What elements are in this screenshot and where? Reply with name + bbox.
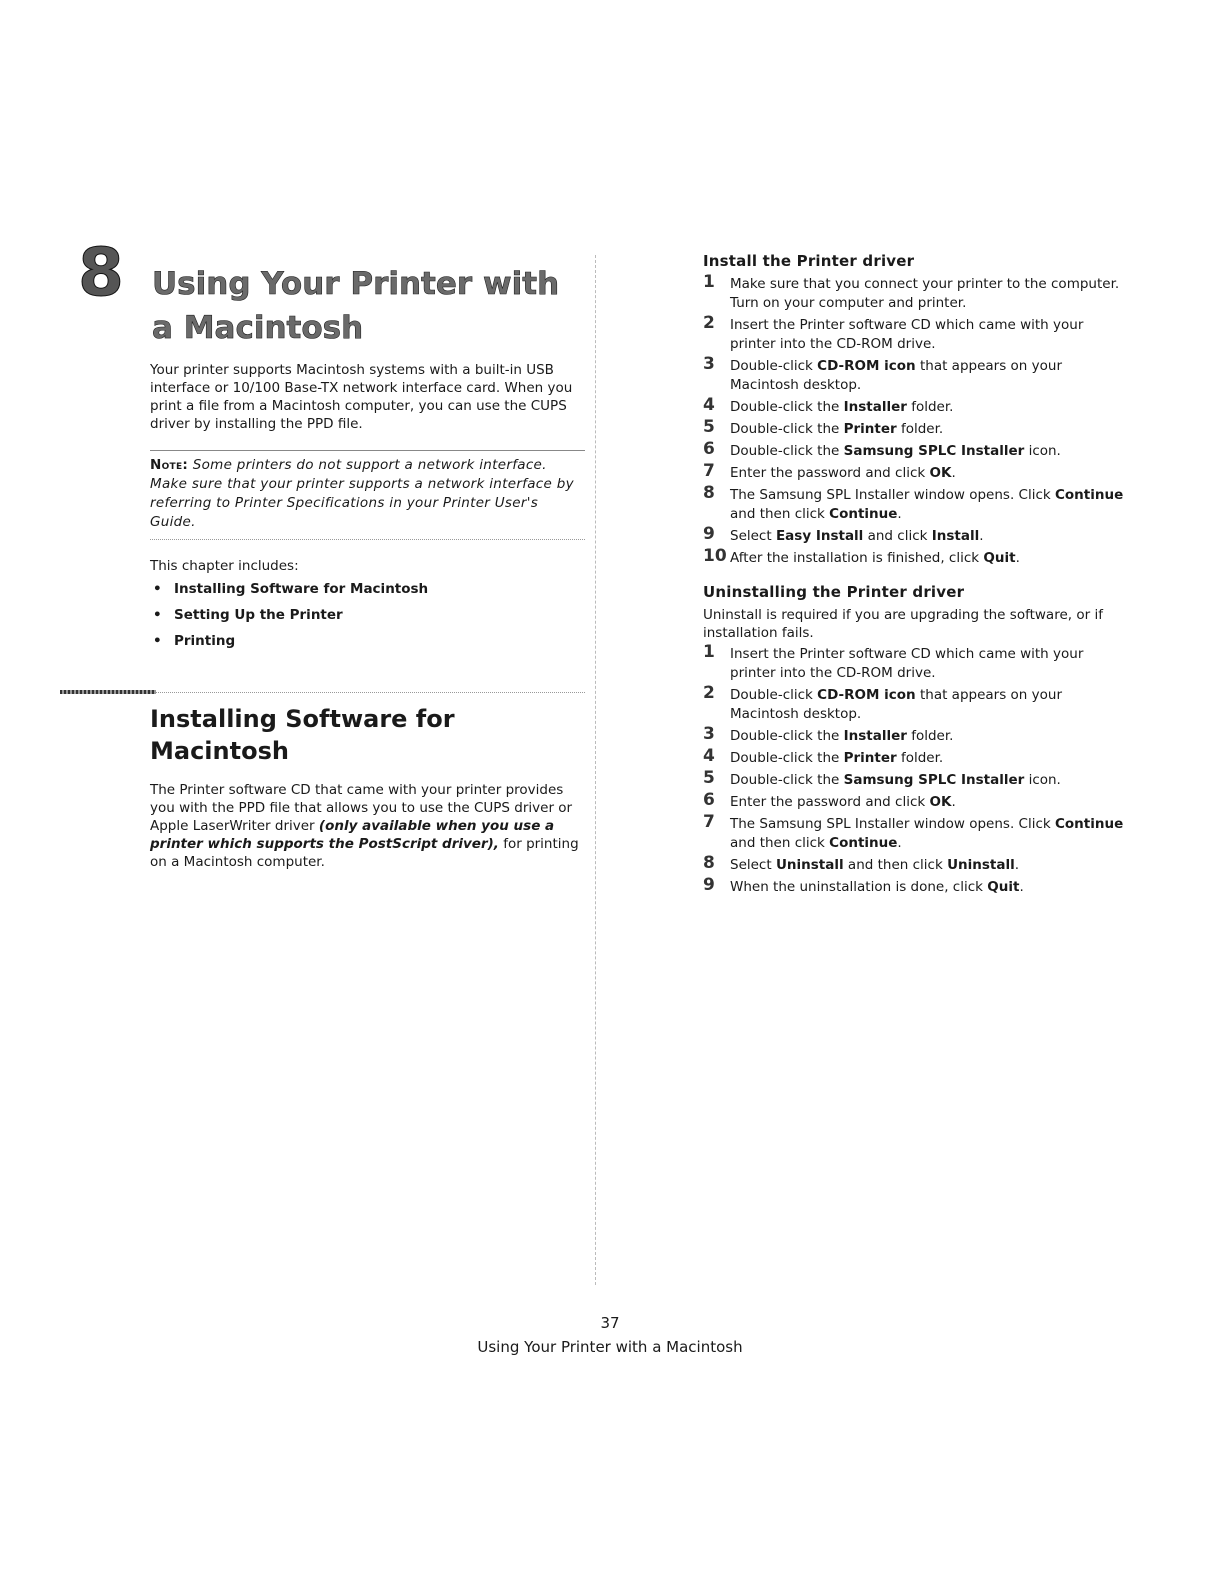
step-emphasis: CD-ROM icon bbox=[817, 687, 916, 703]
step-emphasis: Continue bbox=[829, 506, 898, 522]
step-emphasis: Printer bbox=[843, 421, 897, 437]
step-text: Insert the Printer software CD which came with your printer into the CD-ROM drive. bbox=[730, 317, 1084, 352]
step-text: icon. bbox=[1024, 772, 1061, 788]
step-emphasis: Continue bbox=[829, 835, 898, 851]
chapter-title bbox=[152, 262, 592, 350]
step-text: folder. bbox=[896, 421, 944, 437]
step-item bbox=[703, 812, 1133, 853]
page-number: 37 bbox=[600, 1314, 620, 1332]
step-text: folder. bbox=[906, 728, 954, 744]
step-item bbox=[703, 272, 1133, 313]
step-number: 5 bbox=[703, 768, 715, 788]
step-text: and then click bbox=[730, 835, 830, 851]
step-emphasis: Uninstall bbox=[775, 857, 844, 873]
step-item bbox=[703, 724, 1133, 746]
install-steps bbox=[703, 272, 1133, 568]
step-number: 9 bbox=[703, 875, 715, 895]
step-item bbox=[703, 313, 1133, 354]
step-item bbox=[703, 395, 1133, 417]
step-item bbox=[703, 875, 1133, 897]
section-body-italic: (only available when you use a printer which supports the PostScript driver), bbox=[150, 818, 555, 852]
section-body-part1: The Printer software CD that came with your printer provides you with the PPD file that allows you to use the CUPS driver or Apple LaserWriter driver bbox=[150, 782, 573, 834]
step-text: folder. bbox=[896, 750, 944, 766]
step-text: Enter the password and click bbox=[730, 794, 930, 810]
step-number: 10 bbox=[703, 546, 727, 566]
chapter-title-line1: Using Your Printer with bbox=[152, 266, 560, 302]
step-text: Double-click bbox=[730, 358, 818, 374]
step-number: 1 bbox=[703, 642, 715, 662]
step-text: Make sure that you connect your printer to the computer. Turn on your computer and printer. bbox=[730, 276, 1120, 311]
uninstall-section bbox=[703, 582, 1133, 900]
step-text: Double-click the bbox=[730, 443, 844, 459]
step-number: 7 bbox=[703, 461, 715, 481]
step-emphasis: Installer bbox=[843, 399, 907, 415]
step-text: Double-click the bbox=[730, 750, 844, 766]
step-number: 2 bbox=[703, 313, 715, 333]
step-number: 8 bbox=[703, 483, 715, 503]
step-emphasis: Continue bbox=[1054, 816, 1124, 832]
note-text: Some printers do not support a network interface. Make sure that your printer supports a network interface by referring to Printer Specifications in your Printer User's Guide. bbox=[150, 457, 574, 530]
step-item bbox=[703, 524, 1133, 546]
section-body-part2: for printing on a Macintosh computer. bbox=[150, 836, 579, 870]
step-text: folder. bbox=[906, 399, 954, 415]
section-body bbox=[150, 781, 585, 871]
step-text: . bbox=[1019, 879, 1024, 895]
step-emphasis: OK bbox=[929, 794, 952, 810]
step-item bbox=[703, 417, 1133, 439]
step-text: . bbox=[1015, 550, 1020, 566]
step-emphasis: Printer bbox=[843, 750, 897, 766]
step-item bbox=[703, 461, 1133, 483]
step-text: that appears on your Macintosh desktop. bbox=[730, 687, 1062, 722]
step-text: Insert the Printer software CD which came with your printer into the CD-ROM drive. bbox=[730, 646, 1084, 681]
step-text: . bbox=[897, 835, 902, 851]
step-text: The Samsung SPL Installer window opens. Click bbox=[730, 816, 1055, 832]
step-emphasis: Easy Install bbox=[775, 528, 864, 544]
step-number: 8 bbox=[703, 853, 715, 873]
step-text: and then click bbox=[730, 506, 830, 522]
step-number: 4 bbox=[703, 746, 715, 766]
step-number: 6 bbox=[703, 790, 715, 810]
step-text: and click bbox=[863, 528, 932, 544]
step-number: 1 bbox=[703, 272, 715, 292]
step-item bbox=[703, 439, 1133, 461]
chapter-number: 8 bbox=[78, 234, 124, 311]
step-number: 6 bbox=[703, 439, 715, 459]
step-text: Double-click the bbox=[730, 399, 844, 415]
step-text: Double-click bbox=[730, 687, 818, 703]
uninstall-heading: Uninstalling the Printer driver bbox=[703, 583, 965, 601]
chapter-intro: Your printer supports Macintosh systems with a built-in USB interface or 10/100 Base-TX network interface card. When you print a file from a Macintosh computer, you can use the CUPS driver by installing the PPD file. bbox=[150, 362, 573, 432]
step-emphasis: Samsung SPLC Installer bbox=[843, 443, 1025, 459]
step-text: After the installation is finished, click bbox=[730, 550, 984, 566]
step-emphasis: Quit bbox=[987, 879, 1020, 895]
includes-item-installing-software[interactable]: • Installing Software for Macintosh bbox=[150, 580, 585, 606]
step-text: and then click bbox=[843, 857, 948, 873]
step-number: 3 bbox=[703, 724, 715, 744]
step-item bbox=[703, 768, 1133, 790]
chapter-title-line2: a Macintosh bbox=[152, 310, 364, 346]
uninstall-intro: Uninstall is required if you are upgrading the software, or if installation fails. bbox=[703, 607, 1103, 641]
step-emphasis: Installer bbox=[843, 728, 907, 744]
step-text: . bbox=[979, 528, 984, 544]
step-emphasis: Install bbox=[931, 528, 980, 544]
section-title bbox=[150, 703, 580, 767]
install-section bbox=[703, 251, 1133, 571]
install-heading: Install the Printer driver bbox=[703, 252, 915, 270]
includes-item-printing[interactable]: • Printing bbox=[150, 632, 585, 658]
step-item bbox=[703, 746, 1133, 768]
section-title-line2: Macintosh bbox=[150, 737, 289, 765]
step-text: that appears on your Macintosh desktop. bbox=[730, 358, 1062, 393]
step-text: . bbox=[951, 465, 956, 481]
step-item bbox=[703, 683, 1133, 724]
step-text: Double-click the bbox=[730, 421, 844, 437]
step-text: icon. bbox=[1024, 443, 1061, 459]
step-text: Double-click the bbox=[730, 772, 844, 788]
step-emphasis: CD-ROM icon bbox=[817, 358, 916, 374]
step-item bbox=[703, 354, 1133, 395]
step-emphasis: OK bbox=[929, 465, 952, 481]
step-emphasis: Uninstall bbox=[947, 857, 1015, 873]
step-number: 4 bbox=[703, 395, 715, 415]
step-number: 9 bbox=[703, 524, 715, 544]
column-divider bbox=[595, 255, 596, 1285]
step-emphasis: Samsung SPLC Installer bbox=[843, 772, 1025, 788]
step-number: 7 bbox=[703, 812, 715, 832]
running-title: Using Your Printer with a Macintosh bbox=[477, 1338, 743, 1356]
step-text: Select bbox=[730, 528, 776, 544]
step-text: When the uninstallation is done, click bbox=[730, 879, 988, 895]
note-label: Note: bbox=[150, 457, 189, 473]
uninstall-steps bbox=[703, 642, 1133, 897]
step-text: The Samsung SPL Installer window opens. Click bbox=[730, 487, 1055, 503]
step-text: . bbox=[951, 794, 956, 810]
includes-label: This chapter includes: bbox=[150, 558, 299, 574]
step-emphasis: Quit bbox=[983, 550, 1016, 566]
step-text: Select bbox=[730, 857, 776, 873]
section-rule-marker bbox=[60, 690, 156, 694]
step-item bbox=[703, 483, 1133, 524]
step-text: Double-click the bbox=[730, 728, 844, 744]
step-item bbox=[703, 642, 1133, 683]
includes-item-setting-up[interactable]: • Setting Up the Printer bbox=[150, 606, 585, 632]
step-item bbox=[703, 790, 1133, 812]
note-box bbox=[150, 450, 585, 540]
chapter-includes-list bbox=[150, 580, 585, 658]
step-text: Enter the password and click bbox=[730, 465, 930, 481]
step-number: 2 bbox=[703, 683, 715, 703]
step-item bbox=[703, 853, 1133, 875]
step-item bbox=[703, 546, 1133, 568]
step-number: 5 bbox=[703, 417, 715, 437]
section-title-line1: Installing Software for bbox=[150, 705, 455, 733]
step-number: 3 bbox=[703, 354, 715, 374]
step-emphasis: Continue bbox=[1054, 487, 1124, 503]
step-text: . bbox=[897, 506, 902, 522]
step-text: . bbox=[1014, 857, 1020, 873]
